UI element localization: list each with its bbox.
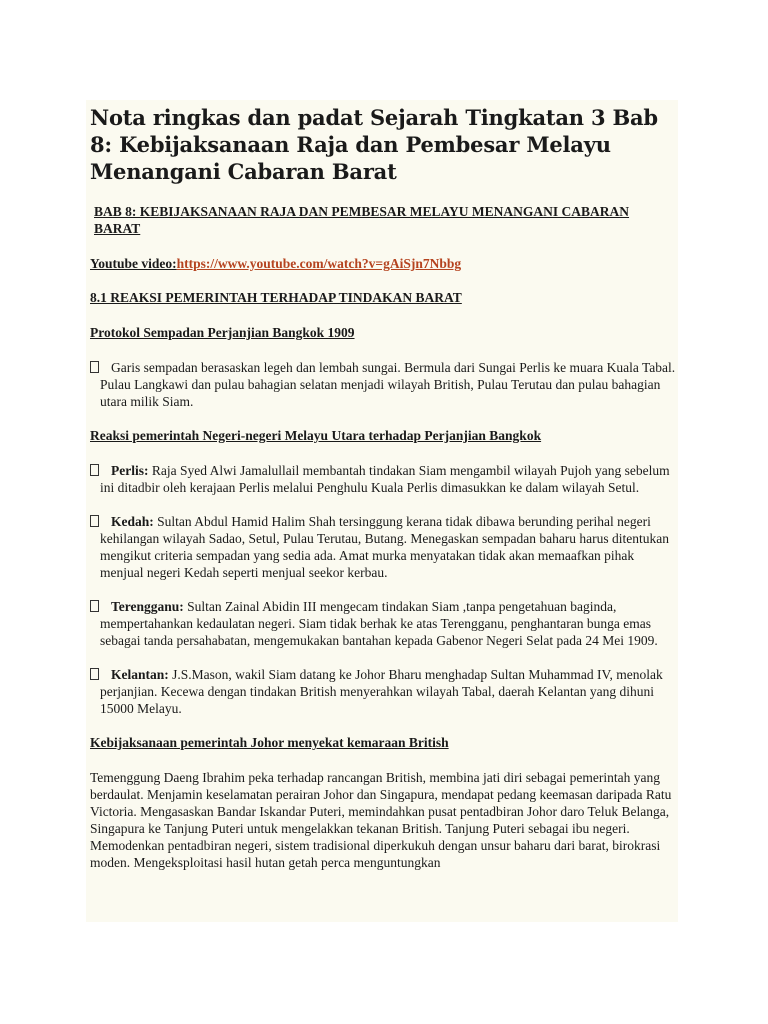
youtube-link[interactable]: https://www.youtube.com/watch?v=gAiSjn7Nbbg — [176, 256, 462, 271]
state-label: Terengganu: — [111, 599, 184, 614]
document-content — [86, 100, 678, 871]
youtube-line — [90, 255, 678, 272]
youtube-label: Youtube video: — [90, 256, 177, 271]
bullet-box-icon — [90, 464, 99, 476]
johor-paragraph: Temenggung Daeng Ibrahim peka terhadap rancangan British, membina jati diri sebagai pemerintah yang berdaulat. Menjamin keselamatan perairan Johor dan Singapura, mendapat pedang keemasan daripada Ratu Victoria. Mengasaskan Bandar Iskandar Puteri, memindahkan pusat pentadbiran Johor daro Teluk Belanga, Singapura ke Tanjung Puteri untuk mengelakkan tekanan British. Tanjung Puteri sebagai ibu negeri. Memodenkan pentadbiran negeri, sistem tradisional diperkukuh dengan unsur baharu dari barat, birokrasi moden. Mengeksploitasi hasil hutan getah perca menguntungkan — [90, 770, 672, 870]
document-page — [86, 100, 678, 922]
protocol-bullet — [90, 359, 678, 410]
state-label: Kelantan: — [111, 667, 169, 682]
section-heading: 8.1 REAKSI PEMERINTAH TERHADAP TINDAKAN BARAT — [90, 290, 462, 305]
bullet-text: Sultan Zainal Abidin III mengecam tindakan Siam ,tanpa pengetahuan baginda, mempertahankan kedaulatan negeri. Siam tidak berhak ke atas Terengganu, penghantaran bunga emas sebagai tanda persahabatan, mengemukakan bantahan kepada Gabenor Negeri Selat pada 24 Mei 1909. — [100, 599, 658, 648]
reaction-heading: Reaksi pemerintah Negeri-negeri Melayu Utara terhadap Perjanjian Bangkok — [90, 428, 542, 443]
state-label: Kedah: — [111, 514, 154, 529]
bullet-terengganu — [90, 598, 678, 649]
bullet-text: Sultan Abdul Hamid Halim Shah tersinggung kerana tidak dibawa berunding perihal negeri kehilangan wilayah Sadao, Setul, Pulau Terutau, Butang. Menegaskan sempadan baharu harus ditentukan mengikut criteria sempadan yang sedia ada. Amat murka menyatakan tidak akan memaafkan pihak menjual negeri Kedah seperti menjual seekor kerbau. — [100, 514, 670, 580]
bullet-box-icon — [90, 668, 99, 680]
state-label: Perlis: — [111, 463, 149, 478]
bullet-text: J.S.Mason, wakil Siam datang ke Johor Bharu menghadap Sultan Muhammad IV, menolak perjanjian. Kecewa dengan tindakan British menyerahkan wilayah Tabal, daerah Kelantan yang dihuni 15000 Melayu. — [100, 667, 663, 716]
chapter-heading: BAB 8: KEBIJAKSANAAN RAJA DAN PEMBESAR MELAYU MENANGANI CABARAN BARAT — [94, 204, 630, 236]
bullet-kedah — [90, 513, 678, 581]
bullet-box-icon — [90, 600, 99, 612]
page-title: Nota ringkas dan padat Sejarah Tingkatan 3 Bab 8: Kebijaksanaan Raja dan Pembesar Melayu Menangani Cabaran Barat — [90, 105, 658, 184]
bullet-kelantan — [90, 666, 678, 717]
bullet-perlis — [90, 462, 678, 496]
protocol-heading: Protokol Sempadan Perjanjian Bangkok 1909 — [90, 325, 355, 340]
bullet-box-icon — [90, 515, 99, 527]
johor-heading: Kebijaksanaan pemerintah Johor menyekat kemaraan British — [90, 735, 449, 750]
bullet-text: Garis sempadan berasaskan legeh dan lembah sungai. Bermula dari Sungai Perlis ke muara Kuala Tabal. Pulau Langkawi dan pulau bahagian selatan menjadi wilayah British, Pulau Terutau dan pulau bahagian utara milik Siam. — [100, 360, 676, 409]
bullet-box-icon — [90, 361, 99, 373]
bullet-text: Raja Syed Alwi Jamalullail membantah tindakan Siam mengambil wilayah Pujoh yang sebelum ini ditadbir oleh kerajaan Perlis melalui Penghulu Kuala Perlis dimasukkan ke dalam wilayah Setul. — [100, 463, 670, 495]
